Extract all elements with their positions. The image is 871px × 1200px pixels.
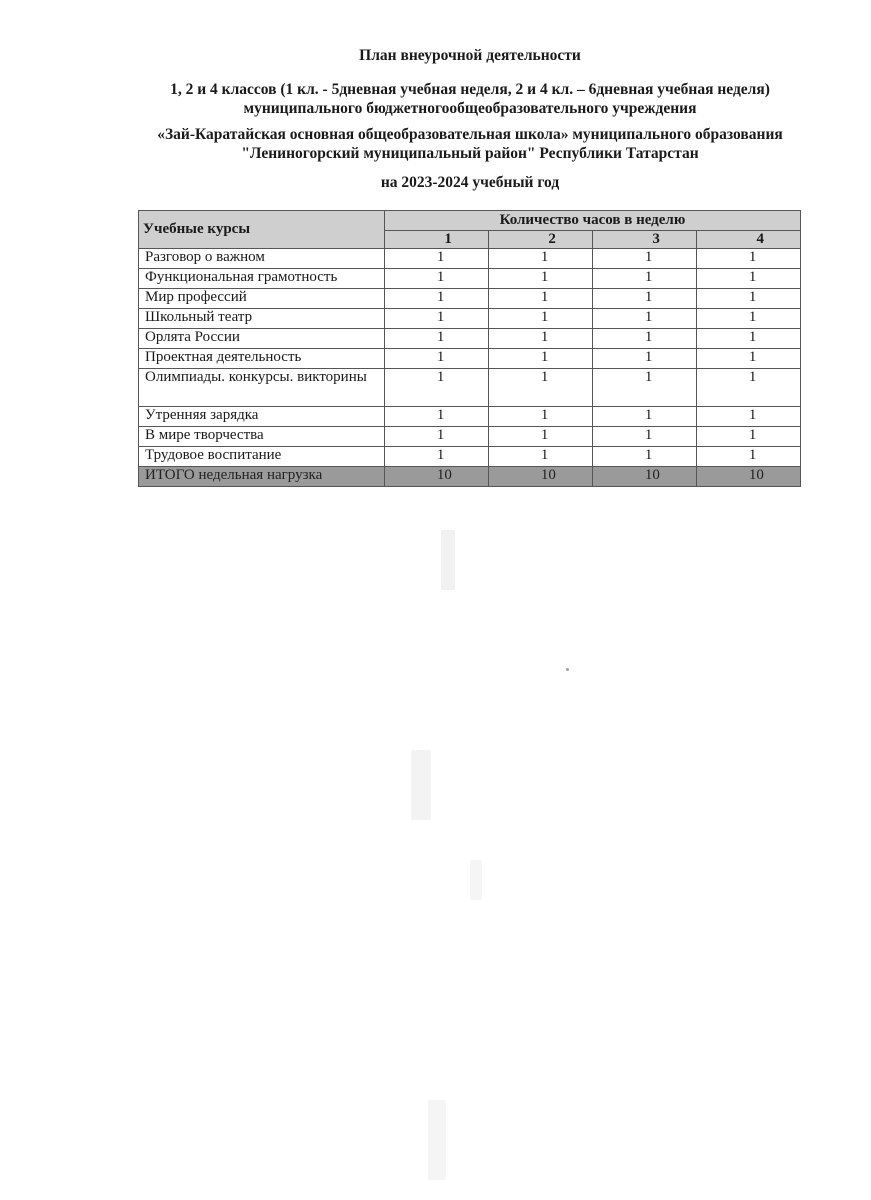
table-row <box>139 269 801 289</box>
hours-cell: 1 <box>592 369 696 407</box>
hours-cell: 1 <box>696 369 800 407</box>
hours-cell: 1 <box>488 447 592 467</box>
course-name: В мире творчества <box>139 427 385 447</box>
table-row <box>139 407 801 427</box>
hours-cell: 1 <box>384 309 488 329</box>
hours-cell: 1 <box>384 249 488 269</box>
hours-cell: 1 <box>488 349 592 369</box>
hours-cell: 1 <box>488 329 592 349</box>
course-name: Функциональная грамотность <box>139 269 385 289</box>
table-row <box>139 349 801 369</box>
course-name: Проектная деятельность <box>139 349 385 369</box>
hours-cell: 1 <box>696 329 800 349</box>
hours-cell: 1 <box>592 329 696 349</box>
total-hours-cell: 10 <box>592 467 696 487</box>
hours-cell: 1 <box>384 447 488 467</box>
document-subtitle: 1, 2 и 4 классов (1 кл. - 5дневная учебная неделя, 2 и 4 кл. – 6дневная учебная неделя) муниципального бюджетногообщеобразовательного учреждения <box>170 81 770 117</box>
header-grade-3: 3 <box>592 231 696 249</box>
hours-cell: 1 <box>696 407 800 427</box>
hours-cell: 1 <box>696 289 800 309</box>
school-name: «Зай-Каратайская основная общеобразовательная школа» муниципального образования "Лениногорский муниципальный район" Республики Татарстан <box>157 126 783 162</box>
hours-cell: 1 <box>384 369 488 407</box>
total-label: ИТОГО недельная нагрузка <box>139 467 385 487</box>
hours-cell: 1 <box>384 329 488 349</box>
hours-cell: 1 <box>696 269 800 289</box>
course-name: Мир профессий <box>139 289 385 309</box>
hours-cell: 1 <box>592 427 696 447</box>
scan-mark <box>428 1100 446 1180</box>
hours-cell: 1 <box>384 289 488 309</box>
course-name: Разговор о важном <box>139 249 385 269</box>
hours-cell: 1 <box>592 407 696 427</box>
hours-cell: 1 <box>488 309 592 329</box>
course-name: Школьный театр <box>139 309 385 329</box>
hours-cell: 1 <box>696 249 800 269</box>
scan-mark <box>441 530 455 590</box>
course-name: Олимпиады. конкурсы. викторины <box>139 369 385 407</box>
course-name: Утренняя зарядка <box>139 407 385 427</box>
document-title: План внеурочной деятельности <box>359 47 581 64</box>
scan-mark <box>470 860 482 900</box>
table-row <box>139 427 801 447</box>
hours-cell: 1 <box>592 289 696 309</box>
header-hours-per-week: Количество часов в неделю <box>384 211 800 231</box>
hours-cell: 1 <box>696 309 800 329</box>
activity-plan-table <box>138 210 801 487</box>
course-name: Трудовое воспитание <box>139 447 385 467</box>
total-hours-cell: 10 <box>696 467 800 487</box>
table-row <box>139 329 801 349</box>
table-header-row <box>139 211 801 231</box>
hours-cell: 1 <box>696 427 800 447</box>
scan-mark <box>566 668 569 671</box>
header-grade-1: 1 <box>384 231 488 249</box>
hours-cell: 1 <box>488 407 592 427</box>
hours-cell: 1 <box>488 427 592 447</box>
hours-cell: 1 <box>592 349 696 369</box>
hours-cell: 1 <box>488 369 592 407</box>
table-row <box>139 249 801 269</box>
hours-cell: 1 <box>488 249 592 269</box>
table-row <box>139 447 801 467</box>
table-row <box>139 309 801 329</box>
header-grade-2: 2 <box>488 231 592 249</box>
academic-year: на 2023-2024 учебный год <box>380 174 560 191</box>
hours-cell: 1 <box>384 349 488 369</box>
hours-cell: 1 <box>384 407 488 427</box>
total-row <box>139 467 801 487</box>
scan-mark <box>411 750 431 820</box>
hours-cell: 1 <box>592 309 696 329</box>
table-row <box>139 369 801 407</box>
course-name: Орлята России <box>139 329 385 349</box>
hours-cell: 1 <box>592 269 696 289</box>
table-row <box>139 289 801 309</box>
hours-cell: 1 <box>592 447 696 467</box>
total-hours-cell: 10 <box>488 467 592 487</box>
hours-cell: 1 <box>384 427 488 447</box>
header-grade-4: 4 <box>696 231 800 249</box>
hours-cell: 1 <box>696 447 800 467</box>
hours-cell: 1 <box>488 269 592 289</box>
hours-cell: 1 <box>696 349 800 369</box>
hours-cell: 1 <box>488 289 592 309</box>
hours-cell: 1 <box>592 249 696 269</box>
total-hours-cell: 10 <box>384 467 488 487</box>
header-courses: Учебные курсы <box>139 211 385 249</box>
hours-cell: 1 <box>384 269 488 289</box>
